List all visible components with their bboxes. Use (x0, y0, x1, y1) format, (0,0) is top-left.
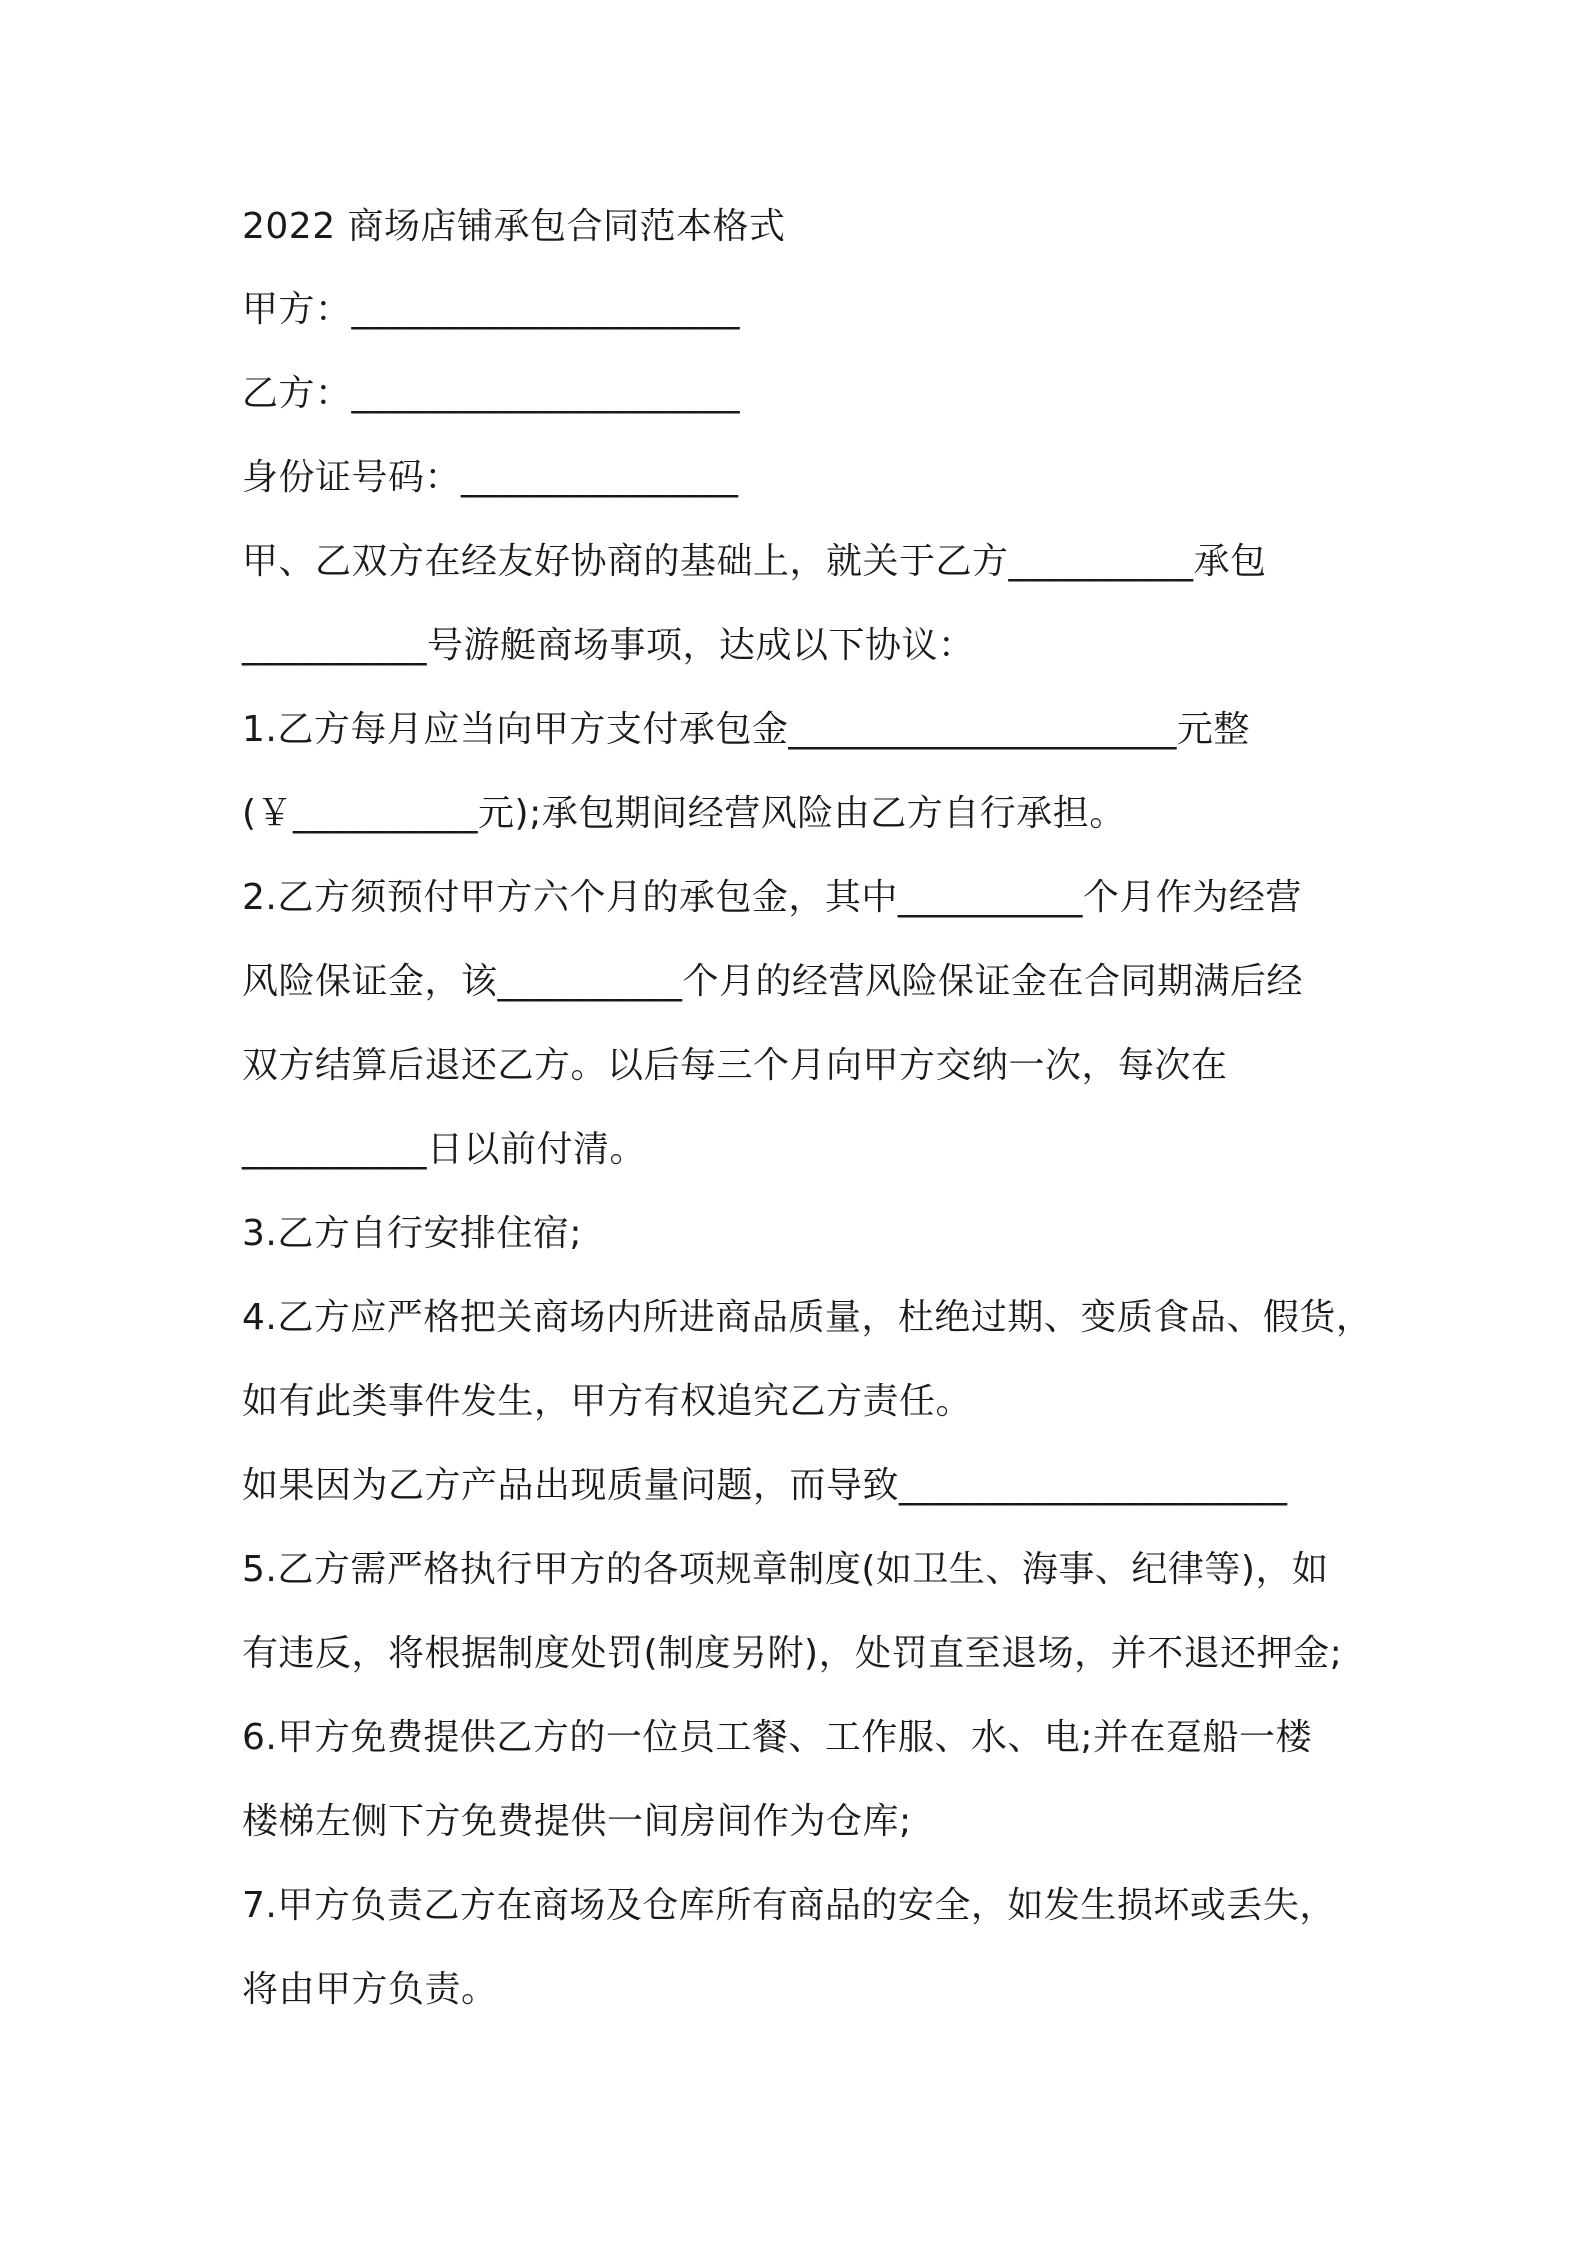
clause-1-line-1: 1.乙方每月应当向甲方支付承包金_____________________元整 (242, 709, 1250, 750)
preamble-line-2: __________号游艇商场事项，达成以下协议： (242, 625, 975, 666)
party-b-line: 乙方：_____________________ (242, 373, 741, 414)
clause-2-line-3: 双方结算后退还乙方。以后每三个月向甲方交纳一次，每次在 (242, 1045, 1228, 1086)
document-title: 2022 商场店铺承包合同范本格式 (242, 206, 786, 247)
preamble-line-1: 甲、乙双方在经友好协商的基础上，就关于乙方__________承包 (242, 541, 1267, 582)
clause-2-line-2: 风险保证金，该__________个月的经营风险保证金在合同期满后经 (242, 961, 1304, 1002)
clause-2-line-4: __________日以前付清。 (242, 1129, 647, 1170)
clause-2-line-1: 2.乙方须预付甲方六个月的承包金，其中__________个月作为经营 (242, 877, 1302, 918)
clause-4-line-3: 如果因为乙方产品出现质量问题，而导致_____________________ (242, 1465, 1288, 1506)
party-a-line: 甲方：_____________________ (242, 289, 741, 330)
clause-7-line-1: 7.甲方负责乙方在商场及仓库所有商品的安全，如发生损坏或丢失， (242, 1885, 1336, 1926)
clause-4-line-1: 4.乙方应严格把关商场内所进商品质量，杜绝过期、变质食品、假货， (242, 1297, 1373, 1338)
clause-6-line-2: 楼梯左侧下方免费提供一间房间作为仓库; (242, 1801, 912, 1842)
clause-5-line-2: 有违反，将根据制度处罚(制度另附)，处罚直至退场，并不退还押金; (242, 1633, 1343, 1674)
clause-1-line-2: (￥__________元);承包期间经营风险由乙方自行承担。 (242, 793, 1126, 834)
clause-3-line: 3.乙方自行安排住宿; (242, 1213, 582, 1254)
id-number-line: 身份证号码：_______________ (242, 457, 739, 498)
clause-4-line-2: 如有此类事件发生，甲方有权追究乙方责任。 (242, 1381, 973, 1422)
clause-6-line-1: 6.甲方免费提供乙方的一位员工餐、工作服、水、电;并在趸船一楼 (242, 1717, 1312, 1758)
clause-7-line-2: 将由甲方负责。 (242, 1969, 498, 2010)
clause-5-line-1: 5.乙方需严格执行甲方的各项规章制度(如卫生、海事、纪律等)，如 (242, 1549, 1329, 1590)
